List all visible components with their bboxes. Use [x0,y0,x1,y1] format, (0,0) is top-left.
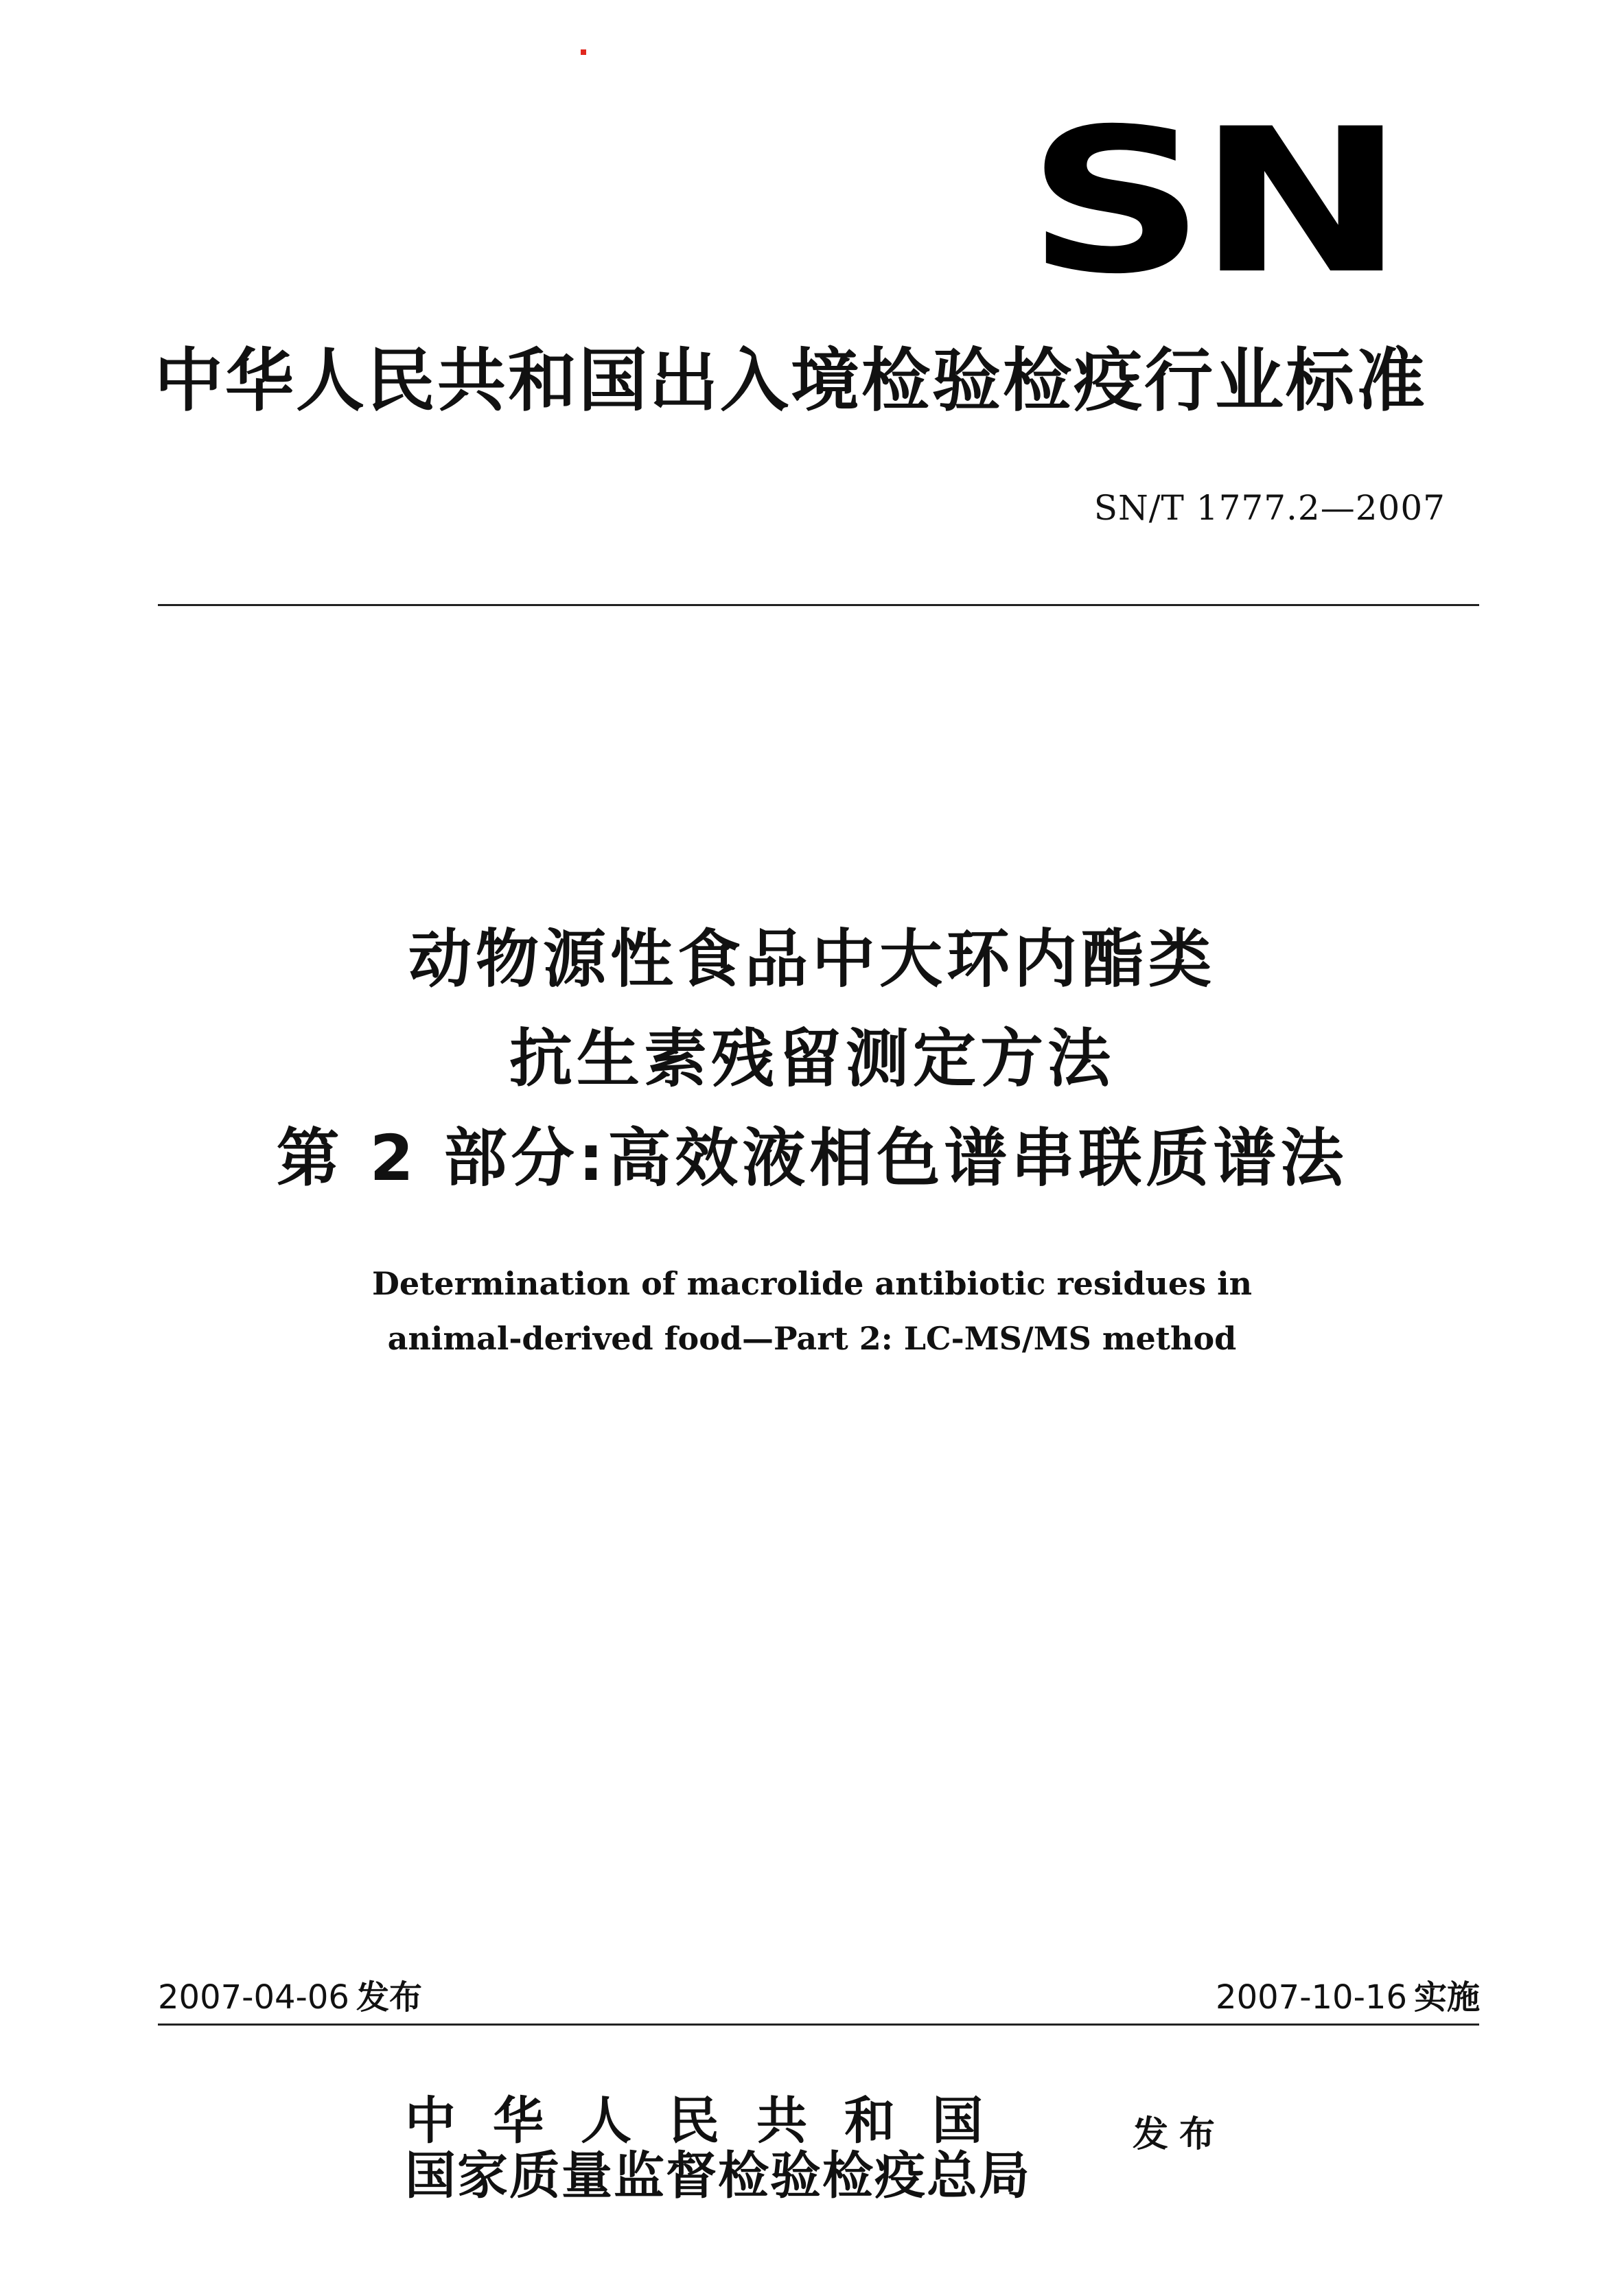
english-title-line-2: animal-derived food—Part 2: LC-MS/MS method [387,1320,1237,1357]
org-title: 中华人民共和国出入境检验检疫行业标准 [154,340,1427,421]
standard-number: SN/T 1777.2—2007 [1093,488,1446,528]
bottom-divider [158,2024,1479,2026]
issue-label: 发布 [356,1978,422,2017]
chinese-title [0,909,1624,1208]
publisher-block [405,2091,1031,2205]
implement-date: 2007-10-16 [1216,1978,1407,2017]
sn-logo: SN [1026,86,1397,318]
publisher-line-2: 国家质量监督检验检疫总局 [405,2146,1031,2205]
chinese-title-line-1: 动物源性食品中大环内酯类 [408,923,1216,996]
english-title [0,1256,1624,1366]
publish-label: 发布 [1133,2114,1227,2155]
issue-date: 2007-04-06 [158,1978,349,2017]
chinese-title-line-2: 抗生素残留测定方法 [509,1022,1115,1095]
publisher-line-1: 中华人民共和国 [405,2091,1020,2150]
top-divider [158,604,1479,606]
implement-date-block [1216,1977,1480,2018]
implement-label: 实施 [1413,1978,1480,2017]
red-mark [581,49,586,55]
issue-date-block [158,1977,422,2018]
english-title-line-1: Determination of macrolide antibiotic residues in [371,1265,1253,1302]
chinese-title-line-3: 第 2 部分:高效液相色谱串联质谱法 [276,1122,1348,1195]
